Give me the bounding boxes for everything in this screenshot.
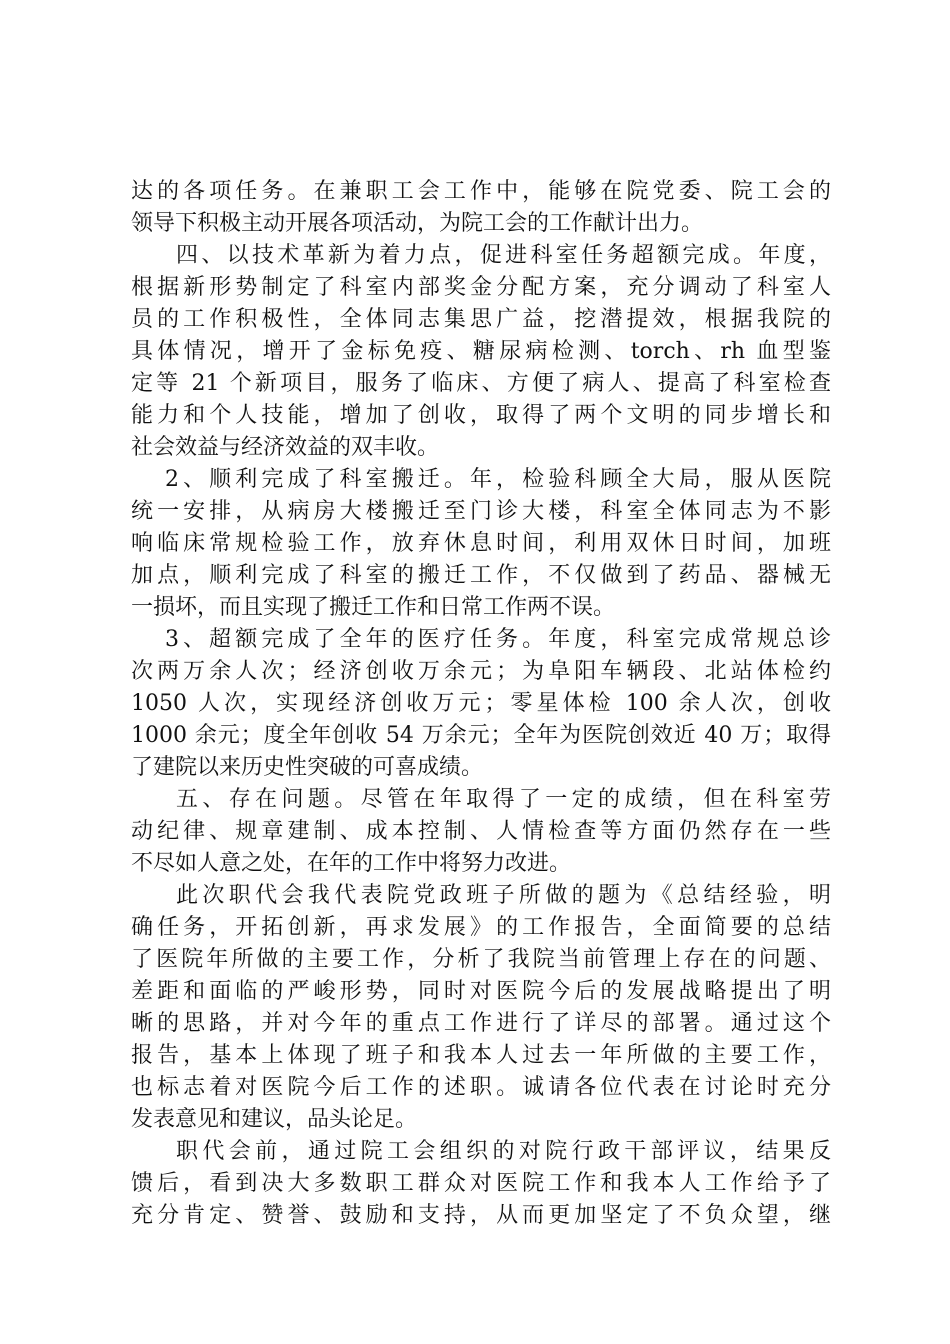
text-line: 2、顺利完成了科室搬迁。年，检验科顾全大局，服从医院 (165, 467, 831, 492)
text-line: 职代会前，通过院工会组织的对院行政干部评议，结果反 (176, 1139, 831, 1164)
text-line: 加点，顺利完成了科室的搬迁工作，不仅做到了药品、器械无 (131, 563, 831, 588)
text-line: 五、存在问题。尽管在年取得了一定的成绩，但在科室劳 (176, 787, 831, 812)
text-line: 不尽如人意之处，在年的工作中将努力改进。 (131, 851, 572, 876)
text-line: 1000 余元；度全年创收 54 万余元；全年为医院创效近 40 万；取得 (131, 723, 831, 748)
text-line: 也标志着对医院今后工作的述职。诚请各位代表在讨论时充分 (131, 1075, 831, 1100)
text-line: 了建院以来历史性突破的可喜成绩。 (131, 755, 484, 780)
text-line: 充分肯定、赞誉、鼓励和支持，从而更加坚定了不负众望，继 (131, 1203, 831, 1228)
text-line: 发表意见和建议，品头论足。 (131, 1107, 418, 1132)
text-line: 四、以技术革新为着力点，促进科室任务超额完成。年度， (176, 243, 831, 268)
text-line: 动纪律、规章建制、成本控制、人情检查等方面仍然存在一些 (131, 819, 831, 844)
text-line: 领导下积极主动开展各项活动，为院工会的工作献计出力。 (131, 211, 704, 236)
text-line: 晰的思路，并对今年的重点工作进行了详尽的部署。通过这个 (131, 1011, 831, 1036)
text-line: 响临床常规检验工作，放弃休息时间，利用双休日时间，加班 (131, 531, 831, 556)
text-line: 了医院年所做的主要工作，分析了我院当前管理上存在的问题、 (131, 947, 831, 972)
text-line: 一损坏，而且实现了搬迁工作和日常工作两不误。 (131, 595, 616, 620)
text-line: 差距和面临的严峻形势，同时对医院今后的发展战略提出了明 (131, 979, 831, 1004)
text-line: 1050 人次，实现经济创收万元；零星体检 100 余人次，创收 (131, 691, 831, 716)
text-line: 达的各项任务。在兼职工会工作中，能够在院党委、院工会的 (131, 179, 831, 204)
text-line: 馈后，看到决大多数职工群众对医院工作和我本人工作给予了 (131, 1171, 831, 1196)
text-line: 具体情况，增开了金标免疫、糖尿病检测、torch、rh 血型鉴 (131, 339, 831, 364)
text-line: 确任务，开拓创新，再求发展》的工作报告，全面简要的总结 (131, 915, 831, 940)
text-line: 根据新形势制定了科室内部奖金分配方案，充分调动了科室人 (131, 275, 831, 300)
text-line: 能力和个人技能，增加了创收，取得了两个文明的同步增长和 (131, 403, 831, 428)
text-line: 此次职代会我代表院党政班子所做的题为《总结经验，明 (176, 883, 831, 908)
text-line: 报告，基本上体现了班子和我本人过去一年所做的主要工作， (131, 1043, 831, 1068)
text-line: 次两万余人次；经济创收万余元；为阜阳车辆段、北站体检约 (131, 659, 831, 684)
text-line: 统一安排，从病房大楼搬迁至门诊大楼，科室全体同志为不影 (131, 499, 831, 524)
text-line: 定等 21 个新项目，服务了临床、方便了病人、提高了科室检查 (131, 371, 831, 396)
text-line: 社会效益与经济效益的双丰收。 (131, 435, 440, 460)
text-line: 员的工作积极性，全体同志集思广益，挖潜提效，根据我院的 (131, 307, 831, 332)
text-line: 3、超额完成了全年的医疗任务。年度，科室完成常规总诊 (165, 627, 831, 652)
